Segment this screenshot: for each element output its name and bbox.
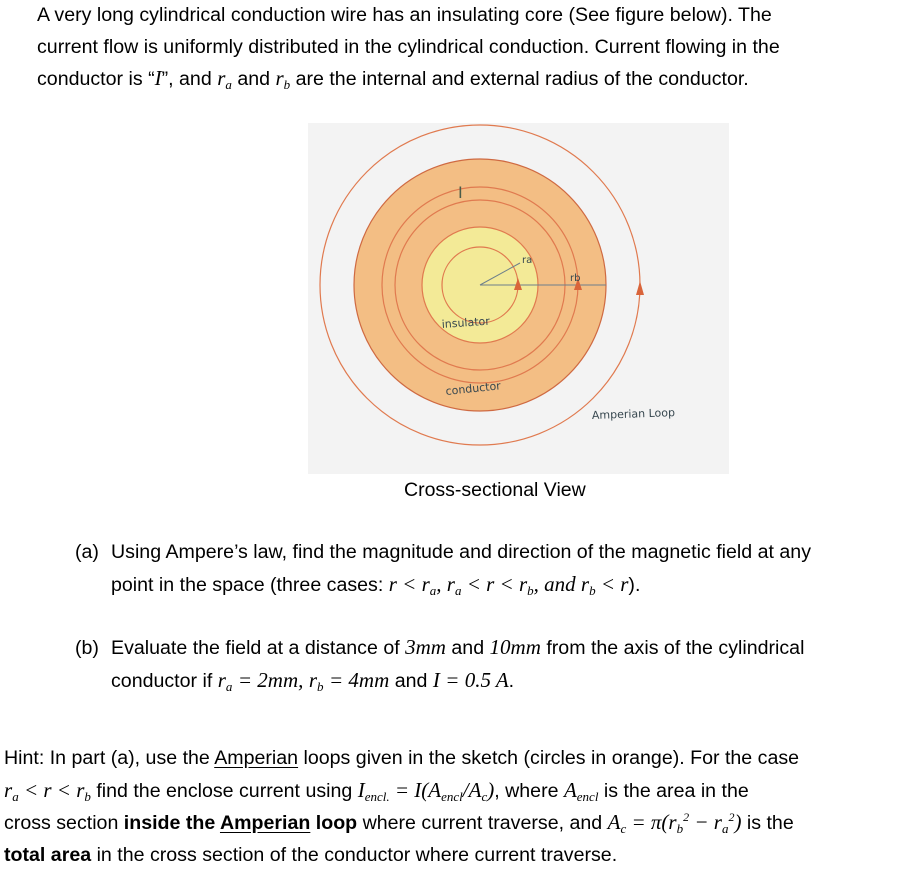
figure-caption: Cross-sectional View [404, 479, 586, 502]
arrow-outer-icon [636, 281, 644, 295]
hint-paragraph [4, 743, 799, 871]
insulator-label: insulator [441, 315, 490, 331]
intro-line-3: conductor is “I”, and $r_a$ and $r_b$ are the internal and external radius of the conductor. [37, 63, 780, 96]
rb-label: rb [570, 273, 580, 284]
hint-line-2: $r_a < r < r_b$ find the enclose current using $I_{encl.} = I(A_{encl}/A_c)$, where $A_{encl}$ is the area in the [4, 775, 799, 808]
part-a-line-2: point in the space (three cases: $r < r_a$, $r_a < r < r_b$, and $r_b < r$). [75, 569, 811, 602]
cross-section-figure [308, 123, 729, 474]
amperian-word: Amperian [214, 747, 298, 769]
intro-paragraph [37, 0, 780, 96]
cross-section-diagram [308, 123, 729, 474]
part-b [75, 632, 804, 697]
conductor-label: conductor [445, 379, 502, 398]
part-b-label: (b) [75, 633, 111, 665]
current-label: I [458, 183, 463, 202]
hint-line-1: Hint: In part (a), use the Amperian loops given in the sketch (circles in orange). For the case [4, 743, 799, 775]
part-a-line-1: (a) Using Ampere’s law, find the magnitude and direction of the magnetic field at any [75, 537, 811, 569]
hint-line-4: total area in the cross section of the conductor where current traverse. [4, 840, 799, 871]
intro-line-2: current flow is uniformly distributed in the cylindrical conduction. Current flowing in the [37, 32, 780, 64]
intro-line-1: A very long cylindrical conduction wire has an insulating core (See figure below). The [37, 0, 780, 32]
part-a [75, 537, 811, 601]
part-b-line-1: (b) Evaluate the field at a distance of 3mm and 10mm from the axis of the cylindrical [75, 632, 804, 665]
amperian-word-bold: Amperian [220, 812, 310, 834]
ra-label: ra [522, 255, 532, 266]
amperian-loop-label: Amperian Loop [592, 406, 676, 422]
hint-line-3: cross section inside the Amperian loop where current traverse, and $A_c = \pi(r_b^2 - r_a^2)$ is the [4, 807, 799, 840]
part-b-line-2: conductor if $r_a = 2mm$, $r_b = 4mm$ and I = 0.5 A. [75, 665, 804, 698]
part-a-label: (a) [75, 537, 111, 569]
